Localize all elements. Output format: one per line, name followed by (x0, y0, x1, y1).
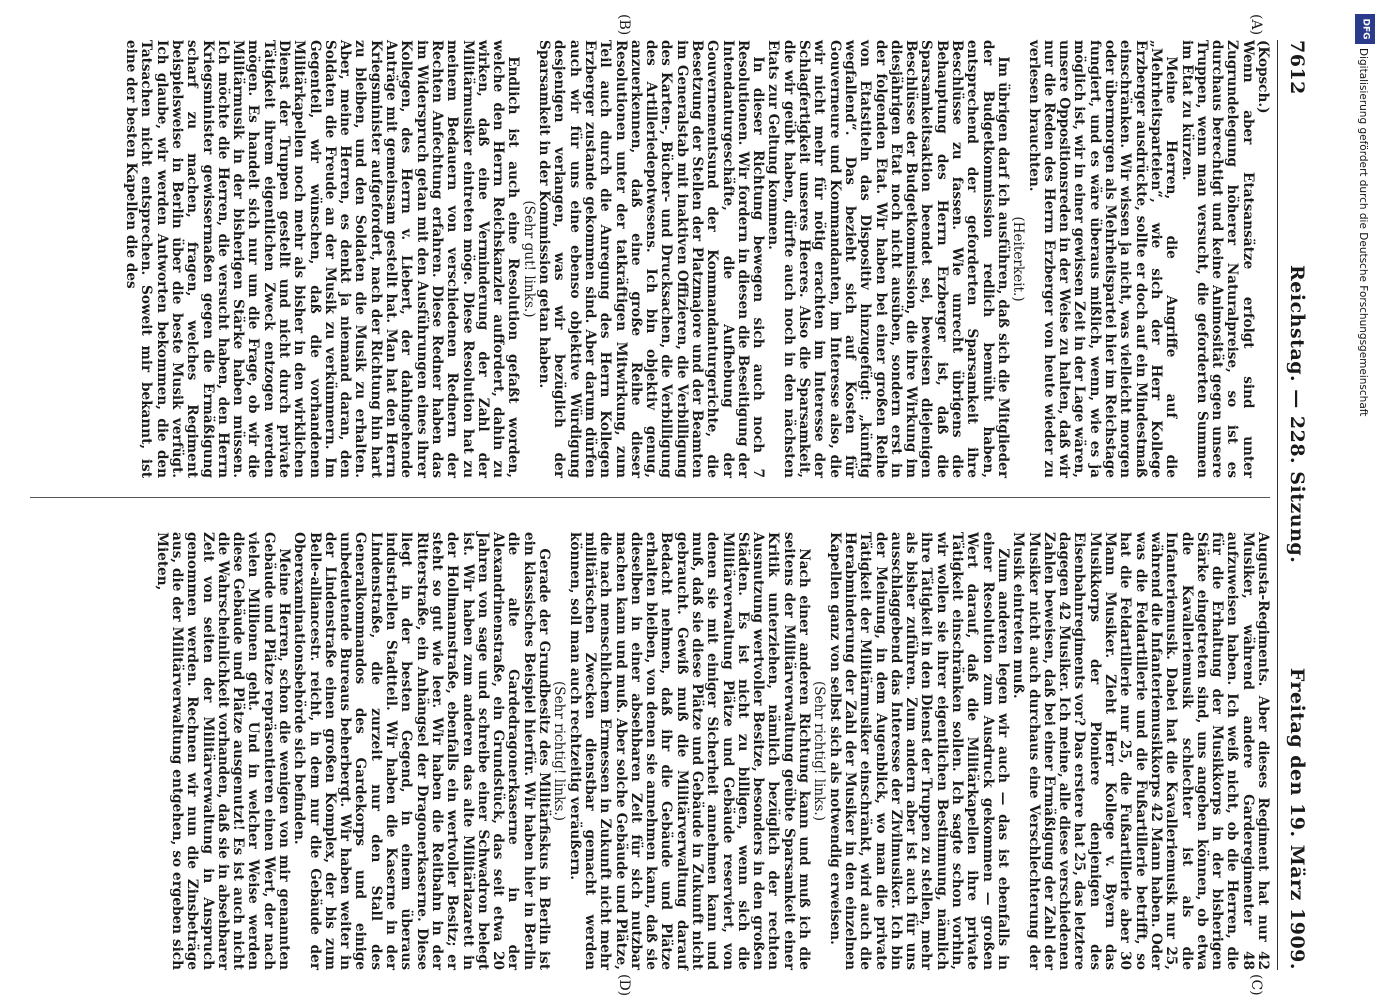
column-divider (30, 497, 1270, 498)
paragraph: Zum anderen legen wir auch — das ist ebenfalls in einer Resolution zum Ausdruck gekommen — großen Wert darauf, daß die Militärkapellen ihre private Tätigkeit einschränken sollen. Ich sagte schon vorhin, wir wollen sie ihrer eigentlichen Bestimmung, nämlich ihre Tätigkeit in den Dienst der Truppen zu stellen, mehr als bisher zuführen. Zum andern aber ist auch für uns ausschlaggebend das Interesse der Zivilmusiker. Ich bin der Meinung, in dem Augenblick, wo man die private Tätigkeit der Militärmusiker einschränkt, wird auch die Herabminderung der Zahl der Musiker in den einzelnen Kapellen ganz von selbst sich als notwendig erweisen. (826, 532, 1011, 970)
margin-marker-a: (A) (1248, 14, 1264, 36)
margin-marker-c: (C) (1248, 974, 1264, 996)
digitization-credit (1355, 14, 1377, 614)
interjection: (Sehr richtig! links.) (811, 680, 828, 822)
dfg-logo (1355, 14, 1375, 44)
header-rule (1277, 40, 1278, 970)
paragraph: Meine Herren, die Angriffe auf die „Mehrheitsparteien“, wie sich der Herr Kollege Erzberger ausdrückte, sollte er doch auf ein Mindestmaß einschränken. Wir wissen ja nicht, was vielleicht morgen oder übermorgen als Mehrheitspartei hier im Reichstage fungiert, und es wäre überaus mißlich, wenn, wie es ja möglich ist, wir in einer gewissen Zeit in der Lage wären, unsere Oppositionsreden in der Weise zu halten, daß wir nur die Reden des Herrn Erzberger von heute wieder zu verlesen brauchten. (1025, 40, 1180, 478)
paragraph: Gerade der Grundbesitz des Militärfiskus in Berlin ist ein klassisches Beispiel hierfür. Wir haben hier in Berlin die alte Gardedragonerkaserne in der Alexandrinenstraße, ein Grundstück, das seit etwa 20 Jahren von sage und schreibe einer Schwadron belegt ist. Wir haben zum anderen das alte Militärlazarett in der Hollmannstraße, ebenfalls ein wertvoller Besitz; er steht so gut wie leer. Wir haben die Reitbahn in der Ritterstraße, ein Anhängsel der Dragonerkaserne. Diese liegt in der besten Gegend, in einem überaus industriellen Stadtteil. Wir haben die Kaserne in der Lindenstraße, die zurzeit nur den Stall des Generalkommandos des Gardekorps und einige unbedeutende Bureaus beherbergt. Wir haben weiter in der Lindenstraße einen großen Komplex, der bis zum Belle-alliancestr. reicht, in dem nur die Gebäude der Oberexaminationsbehörde sich befinden. (291, 532, 553, 970)
interjection: (Heiterkeit.) (1010, 216, 1027, 302)
paragraph: Wenn aber Etatsansätze erfolgt sind unter Zugrundelegung höherer Naturalpreise, so ist es durchaus berechtigt und keine Animosität gegen unsere Truppen, wenn man versucht, die geforderten Summen im Etat zu kürzen. (1178, 40, 1256, 478)
margin-marker-b: (B) (616, 14, 632, 36)
interjection: (Sehr gut! links.) (520, 200, 537, 318)
paragraph: Augusta-Regiments. Aber dieses Regiment hat nur 42 Musiker, während andere Garderegimenter 48 aufzuweisen haben. Ich weiß nicht, ob die Herren, die für die Erhaltung der Musikkorps in der bisherigen Stärke eingetreten sind, uns angeben können, ob etwa die Kavalleriemusik schlechter ist als die Infanteriemusik. Dabei hat die Kavalleriemusik nur 25, während die Infanteriemusikkorps 42 Mann haben. Oder was die Feldartillerie und die Fußartillerie betrifft, so hat die Feldartillerie nur 25, die Fußartillerie aber 30 Mann Musiker. Zieht Herr Kollege v. Byern das Musikkorps der Pioniere denjenigen des Eisenbahnregiments vor? Das erstere hat 25, das letztere dagegen 42 Musiker. Ich meine, alle diese verschiedenen Zahlen beweisen, daß bei einer Ermäßigung der Zahl der Musiker nicht auch durchaus eine Verschlechterung der Musik eintreten muß. (1010, 532, 1271, 970)
paragraph: Nach einer anderen Richtung kann und muß ich die seitens der Militärverwaltung geübte Sparsamkeit einer Kritik unterziehen, nämlich bezüglich der rechten Ausnutzung wertvoller Besitze, besonders in den großen Städten. Es ist nicht zu billigen, wenn sich die Militärverwaltung Plätze und Gebäude reserviert, von denen sie mit einiger Sicherheit annehmen kann und muß, daß sie diese Plätze und Gebäude in Zukunft nicht gebraucht. Gewiß muß die Militärverwaltung darauf Bedacht nehmen, daß ihr die Gebäude und Plätze erhalten bleiben, von denen sie annehmen kann, daß sie dieselben in einer absehbaren Zeit für sich nutzbar machen kann und muß. Aber solche Gebäude und Plätze, die nach menschlichem Ermessen in Zukunft nicht mehr militärischen Zwecken dienstbar gemacht werden können, soll man auch rechtzeitig veräußern. (566, 532, 813, 970)
paragraph: Meine Herren, schon die wenigen von mir genannten Gebäude und Plätze repräsentieren einen Wert, der nach vielen Millionen geht. Und in welcher Weise werden diese Gebäude und Plätze ausgenutzt! Es ist auch nicht die Wahrscheinlichkeit vorhanden, daß sie in absehbarer Zeit von seiten der Militärverwaltung in Anspruch genommen werden. Rechnen wir nun die Zinsbeträge aus, die der Militärverwaltung entgehen, so ergeben sich Mieten, (153, 532, 292, 970)
header-date: Freitag den 19. März 1909. (1286, 667, 1308, 970)
paragraph: (Kopsch.) (1255, 40, 1271, 114)
left-column (123, 40, 1270, 478)
paragraph: Im übrigen darf ich ausführen, daß sich die Mitglieder der Budgetkommission redlich bemüht haben, entsprechend der geforderten Sparsamkeit ihre Beschlüsse zu fassen. Wie unrecht übrigens die Behauptung des Herrn Erzberger ist, daß die Sparsamkeitsaktion beendet sei, beweisen diejenigen Beschlüsse der Budgetkommission, die ihre Wirkung im diesjährigen Etat noch nicht ausüben, sondern erst in der folgenden Etat. Wir haben bei einer großen Reihe von Etatstiteln das Dispositiv hinzugefügt: „künftig wegfallend“. Das bezieht sich auf Kosten für Gouverneure und Kommandanten, im Interesse also, die wir nicht mehr für nötig erachten im Interesse der Schlagfertigkeit unseres Heeres. Also die Sparsamkeit, die wir geübt haben, dürfte auch noch in den nächsten Etats zur Geltung kommen. (765, 40, 1011, 478)
dfg-logo-text: DFG (1360, 18, 1371, 40)
page-number: 7612 (1286, 40, 1308, 95)
margin-marker-d: (D) (616, 974, 632, 997)
page-header (1278, 40, 1312, 970)
interjection: (Sehr richtig! links.) (551, 680, 568, 822)
credit-text: Digitalisierung gefördert durch die Deutsche Forschungsgemeinschaft (1357, 48, 1369, 417)
document-page (22, 0, 1322, 1000)
paragraph: In dieser Richtung bewegen sich auch noch 7 Resolutionen. Wir fordern in diesen die Beseitigung der Intendanturgeschäfte, die Aufhebung der Gouvernementsund der Kommandanturgerichte, die Besetzung der Stellen der Platzmajore und der Beamten im Generalstab mit inaktiven Offizieren, die Verbilligung des Karten-, Bücher- und Drucksachen, die Verbilligung des Artilleriedepotwesens. Ich bin objektiv genug, anzuerkennen, daß eine große Reihe dieser Resolutionen unter der tatkräftigen Mitwirkung, zum Teil auch durch die Anregung des Herrn Kollegen Erzberger zustande gekommen sind. Aber darum dürfen auch wir für uns eine ebenso objektive Würdigung desjenigen verlangen, was wir bezüglich der Sparsamkeit in der Kommission getan haben. (536, 40, 767, 478)
right-column (153, 532, 1270, 970)
header-title: Reichstag. — 228. Sitzung. (1286, 265, 1308, 564)
paragraph: Endlich ist auch eine Resolution gefaßt worden, welche den Herrn Reichskanzler auffordert, dahin zu wirken, daß eine Verminderung der Zahl der Militärmusiker eintreten möge. Diese Resolution hat zu meinem Bedauern von verschiedenen Rednern der Rechten Anfechtung erfahren. Diese Redner haben das im Widerspruch getan mit den Ausführungen eines ihrer Kollegen, des Herrn v. Liebert, der dahingehende Anträge mit gemeinsam gestellt hat. Man hat den Herrn Kriegsminister aufgefordert, nach der Richtung hin hart zu bleiben, und den Soldaten die Musik zu erhalten. Aber, meine Herren, es denkt ja niemand daran, den Soldaten die Freude an der Musik zu verkümmern. Im Gegenteil, wir wünschen, daß die vorhandenen Militärkapellen noch mehr als bisher in den wirklichen Dienst der Truppen gestellt und nicht durch private Tätigkeit ihrem eigentlichen Zweck entzogen werden mögen. Es handelt sich nur um die Frage, ob wir die Militärmusik in der bisherigen Stärke haben müssen. Ich möchte die Herren, die versucht haben, den Herrn Kriegsminister gewissermaßen gegen die Ermäßigung scharf zu machen, fragen, welches Regiment beispielsweise in Berlin über die beste Musik verfügt. Ich glaube, wir werden Antworten bekommen, die den Tatsachen nicht entsprechen. Soweit mir bekannt, ist eine der besten Kapellen die des (123, 40, 522, 478)
